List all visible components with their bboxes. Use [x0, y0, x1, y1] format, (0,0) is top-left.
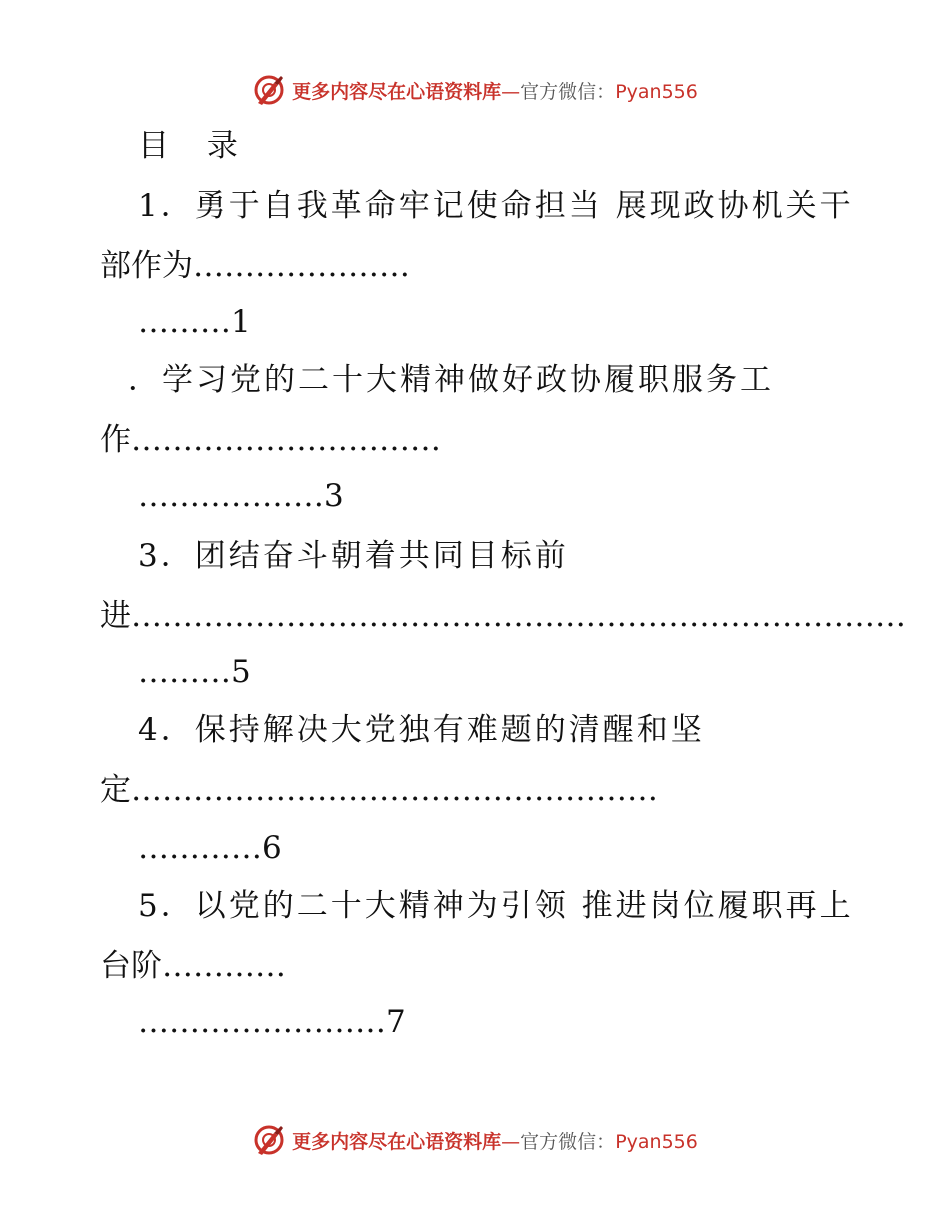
separator: —: [501, 80, 521, 103]
footer-watermark-banner: [0, 1120, 950, 1160]
toc-entry-4-line2: 定……………………………………………: [100, 772, 658, 808]
pen-logo-icon: [252, 1123, 286, 1157]
toc-entry-4-line1: 4．保持解决大党独有难题的清醒和坚: [138, 712, 705, 748]
wechat-id: Pyan556: [615, 80, 698, 103]
toc-entry-1-line1: 1．勇于自我革命牢记使命担当 展现政协机关干: [138, 188, 854, 224]
toc-entry-5-page: ……………………7: [138, 1004, 406, 1040]
toc-entry-1-line2: 部作为…………………: [100, 248, 410, 284]
toc-entry-5-line2: 台阶…………: [100, 948, 286, 984]
wechat-id: Pyan556: [615, 1130, 698, 1153]
toc-entry-2-line2: 作…………………………: [100, 422, 441, 458]
toc-entry-3-page: ………5: [138, 654, 251, 690]
toc-entry-5-line1: 5．以党的二十大精神为引领 推进岗位履职再上: [138, 888, 854, 924]
wechat-label: 官方微信：: [520, 1130, 616, 1153]
toc-entry-3-line2: 进…………………………………………………………………: [100, 598, 906, 634]
toc-entry-4-page: …………6: [138, 830, 282, 866]
toc-entry-1-page: ………1: [138, 304, 251, 340]
brand-name: 更多内容尽在心语资料库: [292, 1130, 502, 1153]
watermark-text: [292, 1127, 698, 1154]
brand-name: 更多内容尽在心语资料库: [292, 80, 502, 103]
toc-entry-2-page: ………………3: [138, 478, 344, 514]
separator: —: [501, 1130, 521, 1153]
toc-title: 目 录: [138, 128, 252, 164]
toc-entry-3-line1: 3．团结奋斗朝着共同目标前: [138, 538, 569, 574]
wechat-label: 官方微信：: [520, 80, 616, 103]
toc-entry-2-line1: ．学习党的二十大精神做好政协履职服务工: [128, 362, 774, 398]
